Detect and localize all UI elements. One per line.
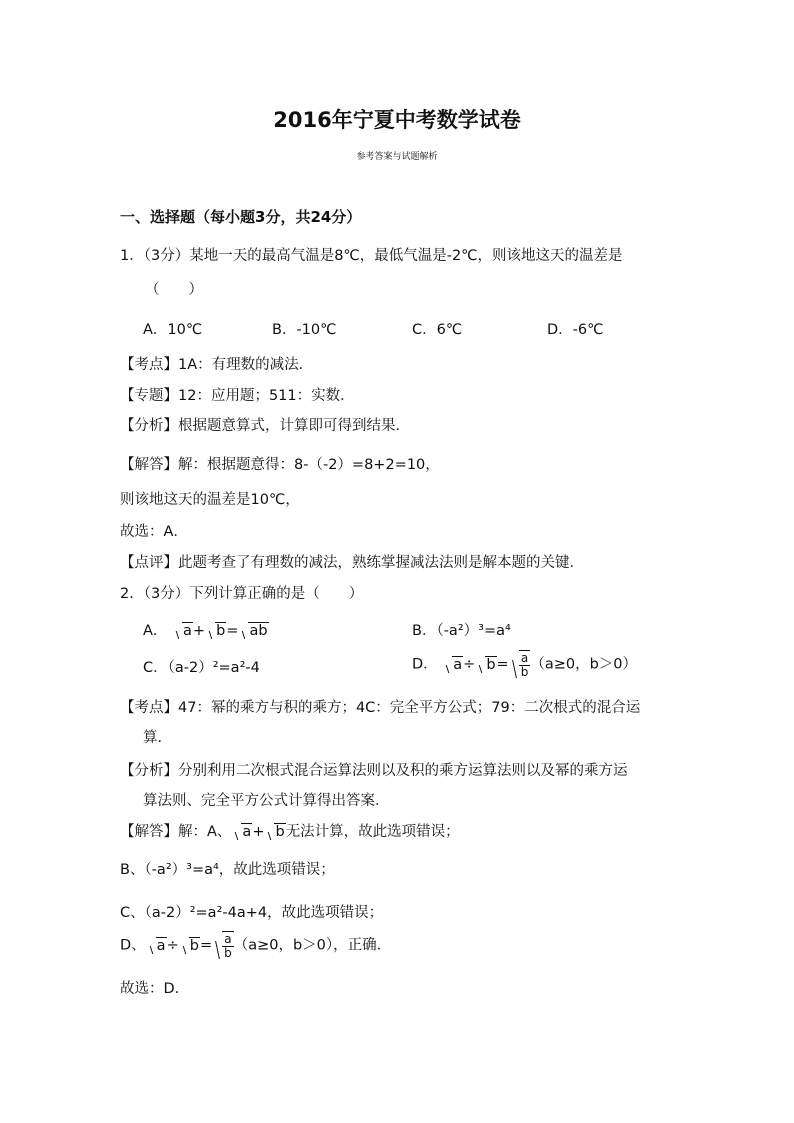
section-heading: 一、选择题（每小题3分，共24分） — [120, 208, 362, 226]
q1-kaodian — [120, 353, 313, 374]
q2-line-c: C、（a-2）²=a²-4a+4，故此选项错误； — [120, 905, 384, 921]
q1-jieda — [120, 453, 440, 474]
dianping-tag: 【点评】 — [120, 555, 178, 571]
q2-option-b: B．（-a²）³=a⁴ — [412, 623, 511, 639]
q2-option-d: D． a÷ b= $\frac{a}{b}$ （a≥0，b＞0） — [412, 651, 638, 679]
q2-fenxi-cont: 算法则、完全平方公式计算得出答案． — [143, 793, 390, 809]
kaodian-tag: 【考点】 — [120, 700, 178, 716]
q2-line-b: B、（-a²）³=a⁴，故此选项错误； — [120, 862, 335, 878]
q2-jieda: 【解答】解：A、 a+ b无法计算，故此选项错误； — [120, 824, 460, 840]
q1-stem: 1．（3分）某地一天的最高气温是8℃，最低气温是-2℃，则该地这天的温差是 — [120, 248, 623, 264]
q1-zhuanti — [120, 384, 355, 405]
q2-option-c: C．（a-2）²=a²-4 — [143, 660, 260, 676]
sqrt-b: b — [476, 656, 496, 673]
fenxi-text: 分别利用二次根式混合运算法则以及积的乘方运算法则以及幂的乘方运 — [178, 763, 628, 779]
q1-option-a: A．10℃ — [143, 322, 203, 338]
q2-kaodian-cont: 算． — [143, 730, 172, 746]
q2-line-d: D、 a÷ b= $\frac{a}{b}$ （a≥0，b＞0），正确． — [120, 932, 392, 960]
kaodian-text: 47：幂的乘方与积的乘方；4C：完全平方公式；79：二次根式的混合运 — [178, 700, 641, 716]
kaodian-tag: 【考点】 — [120, 357, 178, 373]
sqrt-b: b — [206, 622, 226, 639]
q2-stem: 2．（3分）下列计算正确的是（ ） — [120, 586, 364, 602]
sqrt-ab: ab — [239, 622, 268, 639]
q1-line2: 则该地这天的温差是10℃， — [120, 492, 300, 508]
zhuanti-tag: 【专题】 — [120, 388, 178, 404]
q1-fenxi — [120, 414, 410, 435]
q1-option-b: B．-10℃ — [272, 322, 337, 338]
zhuanti-text: 12：应用题；511：实数． — [178, 388, 355, 404]
sqrt-a: a — [173, 622, 193, 639]
sqrt-b: b — [180, 937, 200, 954]
fenxi-tag: 【分析】 — [120, 763, 178, 779]
q2-option-a: A． a+ b= ab — [143, 623, 268, 639]
q1-line3: 故选：A． — [120, 524, 188, 540]
sqrt-a-over-b: $\frac{a}{b}$ — [212, 931, 234, 960]
q1-option-d: D．-6℃ — [547, 322, 604, 338]
q1-dianping — [120, 551, 584, 572]
kaodian-text: 1A：有理数的减法． — [178, 357, 314, 373]
dianping-text: 此题考查了有理数的减法，熟练掌握减法法则是解本题的关键． — [178, 555, 584, 571]
q2-fenxi — [120, 759, 628, 780]
jieda-text: 解：根据题意得：8-（-2）=8+2=10， — [178, 457, 440, 473]
q2-kaodian — [120, 696, 640, 717]
fenxi-tag: 【分析】 — [120, 418, 178, 434]
page-title: 2016年宁夏中考数学试卷 — [273, 108, 521, 132]
sqrt-a: a — [147, 937, 167, 954]
jieda-tag: 【解答】 — [120, 824, 178, 840]
fenxi-text: 根据题意算式，计算即可得到结果． — [178, 418, 410, 434]
sqrt-b: b — [265, 823, 285, 840]
sqrt-a: a — [232, 823, 252, 840]
sqrt-a-over-b: $\frac{a}{b}$ — [509, 650, 531, 679]
jieda-tag: 【解答】 — [120, 457, 178, 473]
page-subtitle: 参考答案与试题解析 — [356, 152, 438, 162]
q1-option-c: C．6℃ — [412, 322, 463, 338]
q2-final: 故选：D． — [120, 981, 190, 997]
q1-blank: （ ） — [145, 282, 203, 298]
sqrt-a: a — [443, 656, 463, 673]
